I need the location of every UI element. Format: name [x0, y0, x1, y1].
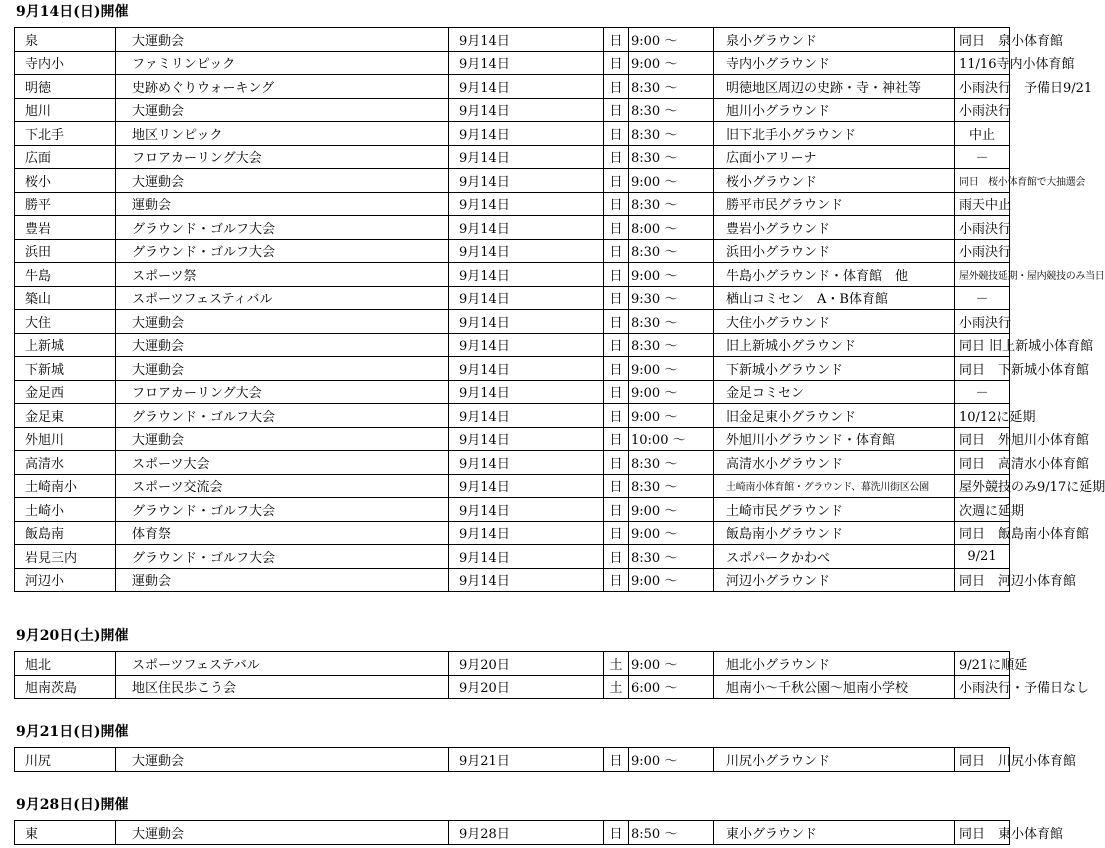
- section-title-1: 9月20日(土)開催: [16, 628, 129, 644]
- note-cell: 同日 川尻小体育館: [955, 748, 1010, 772]
- weekday-cell: 日: [604, 98, 629, 122]
- area-cell: 泉: [15, 28, 116, 52]
- weekday-cell: 日: [604, 357, 629, 381]
- venue-cell: 大住小グラウンド: [714, 310, 955, 334]
- time-cell: 8:00 ～: [629, 216, 714, 240]
- area-cell: 旭南茨島: [15, 675, 116, 699]
- date-cell: 9月14日: [449, 357, 604, 381]
- weekday-cell: 日: [604, 521, 629, 545]
- area-cell: 築山: [15, 286, 116, 310]
- time-cell: 8:30 ～: [629, 75, 714, 99]
- event-cell: グラウンド・ゴルフ大会: [116, 216, 449, 240]
- area-cell: 明徳: [15, 75, 116, 99]
- event-cell: 大運動会: [116, 169, 449, 193]
- note-cell: 次週に延期: [955, 498, 1010, 522]
- area-cell: 牛島: [15, 263, 116, 287]
- weekday-cell: 日: [604, 75, 629, 99]
- table-row: [15, 675, 1010, 699]
- note-cell: 同日 泉小体育館: [955, 28, 1010, 52]
- event-cell: 運動会: [116, 568, 449, 592]
- weekday-cell: 日: [604, 568, 629, 592]
- area-cell: 金足西: [15, 380, 116, 404]
- weekday-cell: 日: [604, 333, 629, 357]
- note-cell: 10/12に延期: [955, 404, 1010, 428]
- date-cell: 9月14日: [449, 474, 604, 498]
- venue-cell: 豊岩小グラウンド: [714, 216, 955, 240]
- area-cell: 外旭川: [15, 427, 116, 451]
- area-cell: 広面: [15, 145, 116, 169]
- note-cell: 同日 外旭川小体育館: [955, 427, 1010, 451]
- time-cell: 8:30 ～: [629, 451, 714, 475]
- date-cell: 9月14日: [449, 51, 604, 75]
- table-row: [15, 75, 1010, 99]
- date-cell: 9月14日: [449, 192, 604, 216]
- event-cell: 地区住民歩こう会: [116, 675, 449, 699]
- area-cell: 上新城: [15, 333, 116, 357]
- area-cell: 浜田: [15, 239, 116, 263]
- venue-cell: 桜小グラウンド: [714, 169, 955, 193]
- note-cell: －: [955, 145, 1010, 169]
- venue-cell: 東小グラウンド: [714, 821, 955, 845]
- weekday-cell: 日: [604, 404, 629, 428]
- area-cell: 東: [15, 821, 116, 845]
- venue-cell: 土崎市民グラウンド: [714, 498, 955, 522]
- date-cell: 9月14日: [449, 498, 604, 522]
- note-cell: 屋外競技のみ9/17に延期: [955, 474, 1010, 498]
- area-cell: 旭北: [15, 652, 116, 676]
- date-cell: 9月14日: [449, 122, 604, 146]
- weekday-cell: 日: [604, 748, 629, 772]
- note-cell: 同日 東小体育館: [955, 821, 1010, 845]
- time-cell: 9:00 ～: [629, 521, 714, 545]
- schedule-table-1: [14, 651, 1090, 699]
- note-cell: 同日 河辺小体育館: [955, 568, 1010, 592]
- area-cell: 飯島南: [15, 521, 116, 545]
- event-cell: スポーツフェスティバル: [116, 286, 449, 310]
- table-row: [15, 51, 1010, 75]
- table-row: [15, 192, 1010, 216]
- event-cell: フロアカーリング大会: [116, 145, 449, 169]
- table-row: [15, 451, 1010, 475]
- event-cell: 大運動会: [116, 357, 449, 381]
- table-row: [15, 404, 1010, 428]
- weekday-cell: 日: [604, 310, 629, 334]
- table-row: [15, 380, 1010, 404]
- event-cell: 地区リンピック: [116, 122, 449, 146]
- date-cell: 9月14日: [449, 568, 604, 592]
- weekday-cell: 日: [604, 821, 629, 845]
- weekday-cell: 日: [604, 239, 629, 263]
- table-row: [15, 122, 1010, 146]
- weekday-cell: 日: [604, 498, 629, 522]
- note-cell: 小雨決行: [955, 98, 1010, 122]
- venue-cell: 泉小グラウンド: [714, 28, 955, 52]
- area-cell: 豊岩: [15, 216, 116, 240]
- venue-cell: 旧金足東小グラウンド: [714, 404, 955, 428]
- event-cell: 大運動会: [116, 821, 449, 845]
- weekday-cell: 日: [604, 427, 629, 451]
- note-cell: 9/21: [955, 545, 1010, 569]
- date-cell: 9月20日: [449, 675, 604, 699]
- time-cell: 9:00 ～: [629, 404, 714, 428]
- event-cell: 大運動会: [116, 333, 449, 357]
- venue-cell: 寺内小グラウンド: [714, 51, 955, 75]
- event-cell: 大運動会: [116, 28, 449, 52]
- table-row: [15, 169, 1010, 193]
- date-cell: 9月14日: [449, 216, 604, 240]
- date-cell: 9月14日: [449, 310, 604, 334]
- venue-cell: 勝平市民グラウンド: [714, 192, 955, 216]
- area-cell: 河辺小: [15, 568, 116, 592]
- venue-cell: 外旭川小グラウンド・体育館: [714, 427, 955, 451]
- date-cell: 9月14日: [449, 75, 604, 99]
- area-cell: 下新城: [15, 357, 116, 381]
- table-row: [15, 98, 1010, 122]
- date-cell: 9月21日: [449, 748, 604, 772]
- weekday-cell: 土: [604, 652, 629, 676]
- event-cell: 大運動会: [116, 427, 449, 451]
- note-cell: 小雨決行 予備日9/21: [955, 75, 1010, 99]
- weekday-cell: 土: [604, 675, 629, 699]
- note-cell: 同日 旧上新城小体育館: [955, 333, 1010, 357]
- time-cell: 9:00 ～: [629, 28, 714, 52]
- note-cell: －: [955, 380, 1010, 404]
- time-cell: 9:00 ～: [629, 568, 714, 592]
- note-cell: 同日 高清水小体育館: [955, 451, 1010, 475]
- section-title-2: 9月21日(日)開催: [16, 724, 129, 740]
- weekday-cell: 日: [604, 169, 629, 193]
- area-cell: 川尻: [15, 748, 116, 772]
- note-cell: 同日 桜小体育館で大抽選会: [955, 169, 1010, 193]
- event-cell: スポーツ大会: [116, 451, 449, 475]
- weekday-cell: 日: [604, 28, 629, 52]
- event-cell: ファミリンピック: [116, 51, 449, 75]
- venue-cell: 旭川小グラウンド: [714, 98, 955, 122]
- time-cell: 8:50 ～: [629, 821, 714, 845]
- date-cell: 9月14日: [449, 145, 604, 169]
- area-cell: 土崎南小: [15, 474, 116, 498]
- area-cell: 岩見三内: [15, 545, 116, 569]
- event-cell: グラウンド・ゴルフ大会: [116, 239, 449, 263]
- event-cell: グラウンド・ゴルフ大会: [116, 545, 449, 569]
- table-row: [15, 239, 1010, 263]
- event-cell: 史跡めぐりウォーキング: [116, 75, 449, 99]
- note-cell: 雨天中止: [955, 192, 1010, 216]
- weekday-cell: 日: [604, 51, 629, 75]
- date-cell: 9月14日: [449, 239, 604, 263]
- time-cell: 8:30 ～: [629, 310, 714, 334]
- venue-cell: 広面小アリーナ: [714, 145, 955, 169]
- table-row: [15, 545, 1010, 569]
- time-cell: 8:30 ～: [629, 474, 714, 498]
- table-row: [15, 652, 1010, 676]
- weekday-cell: 日: [604, 192, 629, 216]
- event-cell: 大運動会: [116, 98, 449, 122]
- venue-cell: 牛島小グラウンド・体育館 他: [714, 263, 955, 287]
- area-cell: 旭川: [15, 98, 116, 122]
- table-row: [15, 498, 1010, 522]
- event-cell: スポーツフェステバル: [116, 652, 449, 676]
- area-cell: 大住: [15, 310, 116, 334]
- time-cell: 8:30 ～: [629, 122, 714, 146]
- event-cell: スポーツ交流会: [116, 474, 449, 498]
- area-cell: 下北手: [15, 122, 116, 146]
- date-cell: 9月14日: [449, 286, 604, 310]
- note-cell: 9/21に順延: [955, 652, 1010, 676]
- table-row: [15, 333, 1010, 357]
- date-cell: 9月14日: [449, 333, 604, 357]
- time-cell: 8:30 ～: [629, 545, 714, 569]
- table-row: [15, 427, 1010, 451]
- table-row: [15, 474, 1010, 498]
- time-cell: 9:30 ～: [629, 286, 714, 310]
- venue-cell: 河辺小グラウンド: [714, 568, 955, 592]
- area-cell: 寺内小: [15, 51, 116, 75]
- time-cell: 8:30 ～: [629, 192, 714, 216]
- note-cell: 同日 飯島南小体育館: [955, 521, 1010, 545]
- date-cell: 9月14日: [449, 263, 604, 287]
- date-cell: 9月14日: [449, 380, 604, 404]
- table-row: [15, 748, 1010, 772]
- date-cell: 9月14日: [449, 404, 604, 428]
- area-cell: 高清水: [15, 451, 116, 475]
- event-cell: グラウンド・ゴルフ大会: [116, 404, 449, 428]
- area-cell: 金足東: [15, 404, 116, 428]
- time-cell: 9:00 ～: [629, 263, 714, 287]
- venue-cell: 飯島南小グラウンド: [714, 521, 955, 545]
- note-cell: 同日 下新城小体育館: [955, 357, 1010, 381]
- table-row: [15, 28, 1010, 52]
- time-cell: 9:00 ～: [629, 357, 714, 381]
- venue-cell: スポパークかわべ: [714, 545, 955, 569]
- note-cell: 小雨決行: [955, 239, 1010, 263]
- venue-cell: 明徳地区周辺の史跡・寺・神社等: [714, 75, 955, 99]
- time-cell: 8:30 ～: [629, 98, 714, 122]
- table-row: [15, 263, 1010, 287]
- event-cell: 運動会: [116, 192, 449, 216]
- time-cell: 9:00 ～: [629, 380, 714, 404]
- venue-cell: 旭南小～千秋公園～旭南小学校: [714, 675, 955, 699]
- weekday-cell: 日: [604, 451, 629, 475]
- weekday-cell: 日: [604, 380, 629, 404]
- time-cell: 9:00 ～: [629, 169, 714, 193]
- table-row: [15, 568, 1010, 592]
- venue-cell: 高清水小グラウンド: [714, 451, 955, 475]
- event-cell: 大運動会: [116, 748, 449, 772]
- event-cell: スポーツ祭: [116, 263, 449, 287]
- table-row: [15, 216, 1010, 240]
- table-row: [15, 145, 1010, 169]
- date-cell: 9月14日: [449, 521, 604, 545]
- table-row: [15, 357, 1010, 381]
- weekday-cell: 日: [604, 122, 629, 146]
- schedule-table-0: [14, 27, 1105, 592]
- weekday-cell: 日: [604, 216, 629, 240]
- event-cell: 大運動会: [116, 310, 449, 334]
- date-cell: 9月14日: [449, 169, 604, 193]
- schedule-table-2: [14, 747, 1077, 772]
- area-cell: 桜小: [15, 169, 116, 193]
- time-cell: 8:30 ～: [629, 239, 714, 263]
- venue-cell: 浜田小グラウンド: [714, 239, 955, 263]
- time-cell: 9:00 ～: [629, 748, 714, 772]
- area-cell: 勝平: [15, 192, 116, 216]
- time-cell: 10:00 ～: [629, 427, 714, 451]
- venue-cell: 旭北小グラウンド: [714, 652, 955, 676]
- note-cell: －: [955, 286, 1010, 310]
- note-cell: 小雨決行・予備日なし: [955, 675, 1010, 699]
- note-cell: 小雨決行: [955, 310, 1010, 334]
- weekday-cell: 日: [604, 474, 629, 498]
- time-cell: 9:00 ～: [629, 498, 714, 522]
- note-cell: 11/16寺内小体育館: [955, 51, 1010, 75]
- venue-cell: 金足コミセン: [714, 380, 955, 404]
- note-cell: 屋外競技延期・屋内競技のみ当日: [955, 263, 1010, 287]
- table-row: [15, 821, 1010, 845]
- event-cell: グラウンド・ゴルフ大会: [116, 498, 449, 522]
- date-cell: 9月14日: [449, 451, 604, 475]
- schedule-table-3: [14, 820, 1064, 845]
- table-row: [15, 286, 1010, 310]
- weekday-cell: 日: [604, 545, 629, 569]
- section-title-3: 9月28日(日)開催: [16, 797, 129, 813]
- time-cell: 8:30 ～: [629, 145, 714, 169]
- venue-cell: 土崎南小体育館・グラウンド、幕洗川街区公園: [714, 474, 955, 498]
- date-cell: 9月28日: [449, 821, 604, 845]
- date-cell: 9月14日: [449, 28, 604, 52]
- venue-cell: 旧上新城小グラウンド: [714, 333, 955, 357]
- table-row: [15, 310, 1010, 334]
- weekday-cell: 日: [604, 286, 629, 310]
- event-cell: 体育祭: [116, 521, 449, 545]
- date-cell: 9月20日: [449, 652, 604, 676]
- venue-cell: 楢山コミセン A・B体育館: [714, 286, 955, 310]
- weekday-cell: 日: [604, 145, 629, 169]
- date-cell: 9月14日: [449, 98, 604, 122]
- venue-cell: 下新城小グラウンド: [714, 357, 955, 381]
- time-cell: 8:30 ～: [629, 333, 714, 357]
- table-row: [15, 521, 1010, 545]
- section-title-0: 9月14日(日)開催: [16, 4, 129, 20]
- venue-cell: 旧下北手小グラウンド: [714, 122, 955, 146]
- weekday-cell: 日: [604, 263, 629, 287]
- note-cell: 小雨決行: [955, 216, 1010, 240]
- date-cell: 9月14日: [449, 545, 604, 569]
- area-cell: 土崎小: [15, 498, 116, 522]
- event-cell: フロアカーリング大会: [116, 380, 449, 404]
- note-cell: 中止: [955, 122, 1010, 146]
- time-cell: 9:00 ～: [629, 652, 714, 676]
- time-cell: 9:00 ～: [629, 51, 714, 75]
- time-cell: 6:00 ～: [629, 675, 714, 699]
- date-cell: 9月14日: [449, 427, 604, 451]
- venue-cell: 川尻小グラウンド: [714, 748, 955, 772]
